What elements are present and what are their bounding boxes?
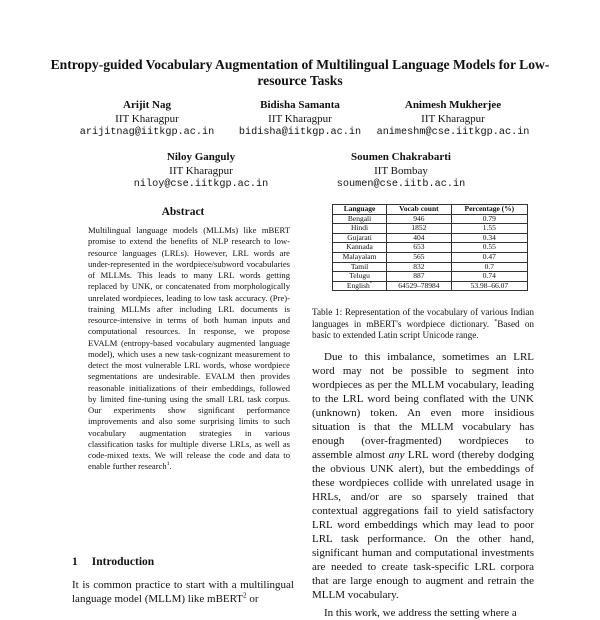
table-cell: 1852 bbox=[387, 224, 452, 234]
author-email: animeshm@cse.iitkgp.ac.in bbox=[376, 127, 530, 138]
table-cell: 887 bbox=[387, 272, 452, 282]
author-affiliation: IIT Kharagpur bbox=[169, 165, 233, 177]
section-heading-introduction bbox=[72, 556, 154, 568]
table-cell: 0.34 bbox=[451, 233, 527, 243]
table-cell: 404 bbox=[387, 233, 452, 243]
table-cell: Tamil bbox=[333, 262, 387, 272]
table-cell: 0.55 bbox=[451, 243, 527, 253]
author-email: niloy@cse.iitkgp.ac.in bbox=[133, 179, 269, 190]
section-number: 1 bbox=[72, 556, 78, 568]
table-cell: 832 bbox=[387, 262, 452, 272]
table-cell: 0.7 bbox=[451, 262, 527, 272]
table-row bbox=[333, 252, 528, 262]
author-name: Bidisha Samanta bbox=[260, 99, 340, 111]
author-affiliation: IIT Bombay bbox=[374, 165, 428, 177]
author-name: Niloy Ganguly bbox=[166, 151, 236, 163]
author-4 bbox=[106, 150, 296, 192]
table-cell: Bengali bbox=[333, 214, 387, 224]
table-cell: 0.74 bbox=[451, 272, 527, 282]
table-cell: Malayalam bbox=[333, 252, 387, 262]
column-header: Vocab count bbox=[387, 205, 452, 215]
table-cell: Gujarati bbox=[333, 233, 387, 243]
intro-text: It is common practice to start with a multilingual language model (MLLM) like mBERT bbox=[72, 579, 294, 605]
table-cell: 64529–78984 bbox=[387, 281, 452, 291]
author-name: Soumen Chakrabarti bbox=[351, 151, 451, 163]
abstract-heading: Abstract bbox=[161, 206, 205, 218]
vocab-table bbox=[332, 204, 528, 291]
table-cell: Telugu bbox=[333, 272, 387, 282]
abstract-text: Multilingual language models (MLLMs) like mBERT promise to extend the benefits of NLP research to low-resource languages (LRLs). However, LRL words are under-represented in the wordpiece/subword vocabularies of MLLMs. This leads to many LRL words getting replaced by UNK, or concatenated from morphologically unrelated wordpieces, leading to low task accuracy. (Pre)-training MLLMs after including LRL documents is resource-intensive in terms of both human inputs and computational resources. In response, we propose EVALM (entropy-based vocabulary augmented language model), which uses a new task-cognizant measurement to detect the most vulnerable LRL words, whose wordpiece segmentations are undesirable. EVALM then provides reasonable initializations of their embeddings, followed by limited fine-tuning using the small LRL task corpus. Our experiments show significant performance improvements and also some surprising limits to such vocabulary augmentation strategies in various classification tasks for multiple diverse LRLs, as well as code-mixed texts. We will release the code and data to enable further research$^1$. bbox=[88, 225, 290, 472]
author-email: soumen@cse.iitb.ac.in bbox=[336, 179, 466, 190]
caption-note: Based on basic to extended Latin script Unicode range. bbox=[312, 318, 535, 341]
intro-text-tail: or bbox=[246, 593, 259, 605]
table-cell: 565 bbox=[387, 252, 452, 262]
paragraph bbox=[312, 350, 534, 602]
table-cell: 1.55 bbox=[451, 224, 527, 234]
abstract-body: Multilingual language models (MLLMs) like mBERT promise to extend the benefits of NLP research to low-resource languages (LRLs). However, LRL words are under-represented in the wordpiece/subword vocabularies of MLLMs. This leads to many LRL words getting replaced by UNK, or concatenated from morphologically unrelated wordpieces, leading to low task accuracy. (Pre)-training MLLMs after including LRL documents is resource-intensive in terms of both human inputs and computational resources. In response, we propose EVALM (entropy-based vocabulary augmented language model), which uses a new task-cognizant measurement to detect the most vulnerable LRL words, whose wordpiece segmentations are undesirable. EVALM then provides reasonable initializations of their embeddings, followed by limited fine-tuning using the small LRL task corpus. Our experiments show significant performance improvements and also some surprising limits to such vocabulary augmentation strategies in various classification tasks for multiple diverse LRLs, as well as code-mixed texts. We will release the code and data to enable further research bbox=[88, 225, 290, 472]
paragraph-text: Due to this imbalance, sometimes an LRL word may not be possible to segment into wordpieces as per the MLLM vocabulary, leading to the LRL word being conflated with the UNK (unknown) token. An even more insidious situation is that the MLLM vocabulary has enough (over-fragmented) wordpieces to assemble almost bbox=[312, 351, 534, 461]
table-header-row bbox=[333, 205, 528, 215]
table-cell: 0.47 bbox=[451, 252, 527, 262]
asterisk-mark: * bbox=[494, 318, 498, 325]
author-email: arijitnag@iitkgp.ac.in bbox=[79, 127, 215, 138]
table-row bbox=[333, 281, 528, 291]
caption-text: Table 1: Representation of the vocabulary of various Indian languages in mBERT's wordpiece dictionary. bbox=[312, 307, 534, 329]
table-cell: 653 bbox=[387, 243, 452, 253]
author-name: Animesh Mukherjee bbox=[404, 99, 502, 111]
table-cell: 0.79 bbox=[451, 214, 527, 224]
footnote-mark: 2 bbox=[243, 591, 247, 600]
table-cell: 53.98–66.07 bbox=[451, 281, 527, 291]
footnote-mark: 1 bbox=[166, 461, 170, 468]
column-header: Language bbox=[333, 205, 387, 215]
author-email: bidisha@iitkgp.ac.in bbox=[238, 127, 362, 138]
paragraph: In this work, we address the setting where a bbox=[324, 607, 517, 619]
introduction-text bbox=[72, 578, 294, 606]
table-row bbox=[333, 224, 528, 234]
author-affiliation: IIT Kharagpur bbox=[268, 113, 332, 125]
paragraph-text-cont: LRL word (thereby dodging the obvious UNK alert), but the embeddings of these wordpieces collide with unrelated usage in HRLs, and/or are so sparsely trained that contextual aggregations fail to yield satisfactory LRL word embeddings which may lead to poor LRL task performance. On the other hand, significant human and computational investments are needed to create task-specific LRL corpora that are large enough to augment and retrain the MLLM vocabulary. bbox=[312, 449, 534, 601]
table-caption bbox=[312, 307, 534, 342]
author-affiliation: IIT Kharagpur bbox=[421, 113, 485, 125]
table-cell: Hindi bbox=[333, 224, 387, 234]
paper-title: Entropy-guided Vocabulary Augmentation of Multilingual Language Models for Low-resource Tasks bbox=[50, 57, 550, 88]
right-column-text bbox=[312, 350, 534, 620]
table-cell: Kannada bbox=[333, 243, 387, 253]
table-cell: 946 bbox=[387, 214, 452, 224]
emphasis-text: any bbox=[388, 449, 405, 461]
author-name: Arijit Nag bbox=[123, 99, 171, 111]
author-5 bbox=[306, 150, 496, 192]
author-3 bbox=[358, 98, 548, 140]
column-header: Percentage (%) bbox=[451, 205, 527, 215]
author-affiliation: IIT Kharagpur bbox=[115, 113, 179, 125]
table-cell bbox=[333, 281, 387, 291]
table-cell-text: English bbox=[346, 280, 370, 290]
section-title: Introduction bbox=[91, 556, 155, 568]
asterisk-mark: * bbox=[369, 281, 373, 287]
